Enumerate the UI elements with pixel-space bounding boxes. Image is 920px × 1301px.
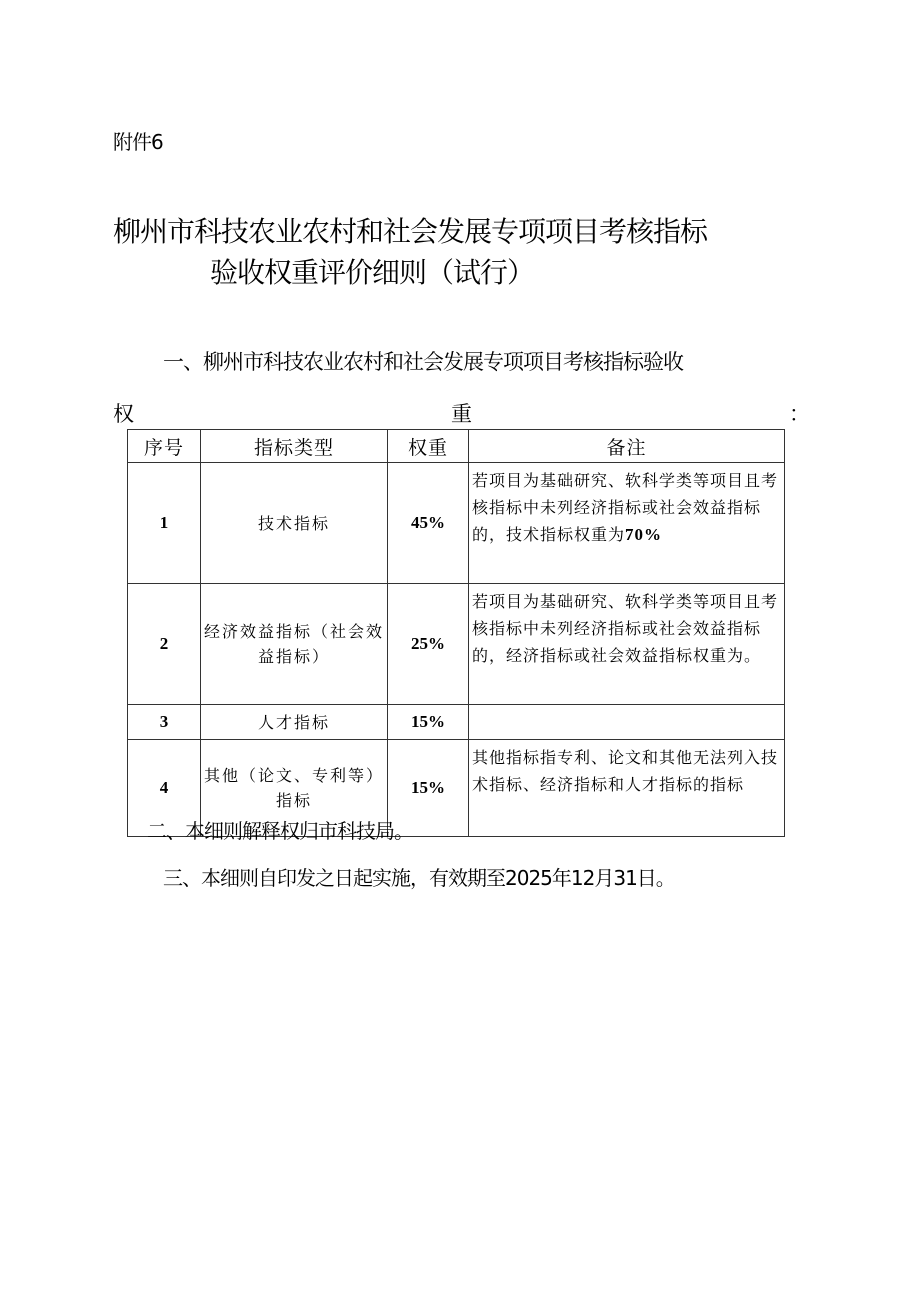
document-title-line-1: 柳州市科技农业农村和社会发展专项项目考核指标: [113, 215, 708, 248]
weight-table: [127, 429, 785, 837]
section-1-heading-char-quan: 权: [113, 402, 134, 426]
item-interpretation: 二、本细则解释权归市科技局。: [147, 819, 413, 843]
section-1-heading-colon: ：: [789, 402, 810, 426]
row-note: [469, 463, 785, 584]
header-no: 序号: [128, 430, 201, 463]
row-weight: 25%: [388, 584, 469, 705]
document-title-line-2: 验收权重评价细则（试行）: [210, 256, 535, 289]
row-note-text: 若项目为基础研究、软科学类等项目且考核指标中未列经济指标或社会效益指标的，技术指标权重为: [472, 471, 779, 544]
row-type: 其他（论文、专利等）指标: [201, 740, 388, 837]
row-type: 技术指标: [201, 463, 388, 584]
section-1-heading-continuation: [113, 398, 810, 428]
row-type: 人才指标: [201, 705, 388, 740]
row-weight: 15%: [388, 705, 469, 740]
row-no: 2: [128, 584, 201, 705]
item-effective-date: 三、本细则自印发之日起实施，有效期至2025年12月31日。: [163, 866, 675, 890]
row-note-text: 其他指标指专利、论文和其他无法列入技术指标、经济指标和人才指标的指标: [472, 748, 779, 794]
row-weight: 15%: [388, 740, 469, 837]
header-weight: 权重: [388, 430, 469, 463]
header-type: 指标类型: [201, 430, 388, 463]
row-no: 3: [128, 705, 201, 740]
row-type: 经济效益指标（社会效益指标）: [201, 584, 388, 705]
row-note: [469, 740, 785, 837]
row-no: 4: [128, 740, 201, 837]
section-1-heading-char-zhong: 重: [451, 402, 472, 426]
table-row: [128, 463, 785, 584]
header-note: 备注: [469, 430, 785, 463]
row-note: [469, 705, 785, 740]
table-row: [128, 705, 785, 740]
row-no: 1: [128, 463, 201, 584]
table-row: [128, 584, 785, 705]
table-header-row: [128, 430, 785, 463]
row-note: [469, 584, 785, 705]
row-note-emphasis: 70%: [625, 525, 663, 544]
row-weight: 45%: [388, 463, 469, 584]
section-1-heading: 一、柳州市科技农业农村和社会发展专项项目考核指标验收: [163, 350, 683, 374]
row-note-text: 若项目为基础研究、软科学类等项目且考核指标中未列经济指标或社会效益指标的，经济指标或社会效益指标权重为。: [472, 592, 779, 665]
attachment-label: 附件6: [113, 130, 163, 154]
